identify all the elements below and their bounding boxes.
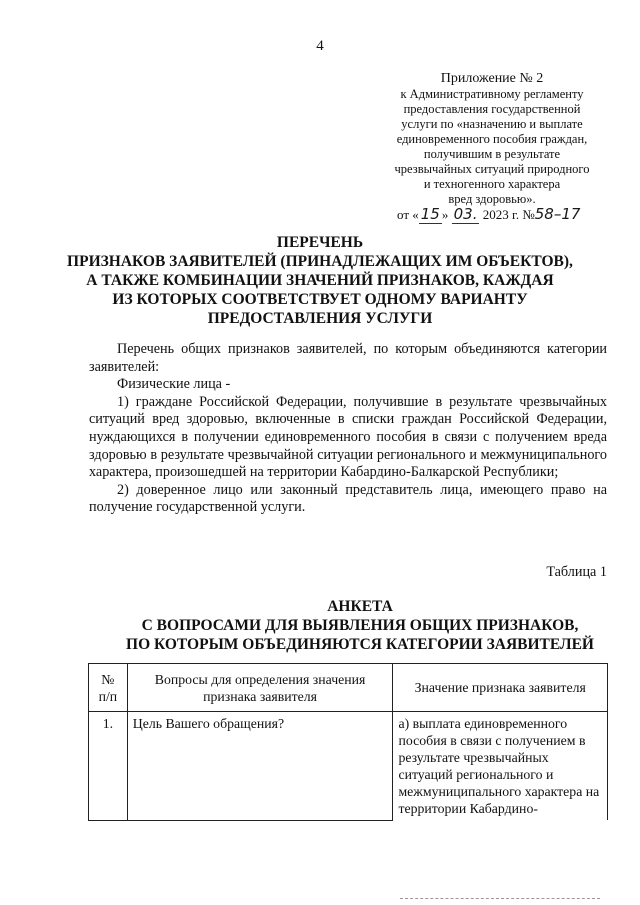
scan-artifact	[400, 898, 600, 901]
survey-title-line: ПО КОТОРЫМ ОБЪЕДИНЯЮТСЯ КАТЕГОРИИ ЗАЯВИТЕЛЕЙ	[126, 636, 594, 653]
title-line: ПРЕДОСТАВЛЕНИЯ УСЛУГИ	[207, 310, 433, 327]
header-value: Значение признака заявителя	[393, 664, 608, 712]
document-title	[40, 233, 600, 328]
handwritten-month: 03.	[453, 205, 478, 223]
date-mid: »	[441, 207, 449, 222]
appendix-line: чрезвычайных ситуаций природного	[394, 162, 590, 176]
header-question: Вопросы для определения значения признака заявителя	[127, 664, 393, 712]
survey-table	[88, 663, 608, 821]
date-prefix: от «	[397, 207, 419, 222]
intro-paragraph: Перечень общих признаков заявителей, по которым объединяются категории заявителей:	[89, 341, 607, 375]
table-header-row	[89, 664, 608, 712]
table-label: Таблица 1	[546, 564, 607, 580]
row-number: 1.	[89, 712, 128, 821]
appendix-line: и техногенного характера	[423, 177, 561, 191]
date-year: 2023 г. №	[482, 207, 535, 222]
approval-date-line	[397, 205, 637, 224]
appendix-line: получившим в результате	[423, 147, 561, 161]
list-item-1: 1) граждане Российской Федерации, получившие в результате чрезвычайных ситуаций вред здоровью, включенные в списки граждан Российской Федерации, нуждающихся в получении единовременного пособия в связи с получением вреда здоровью в результате чрезвычайной ситуации регионального и межмуниципального характера, произошедшей на территории Кабардино-Балкарской Республики;	[89, 393, 607, 481]
title-line: ПЕРЕЧЕНЬ	[276, 234, 364, 251]
table-row	[89, 712, 608, 821]
row-question: Цель Вашего обращения?	[127, 712, 393, 821]
header-number: № п/п	[89, 664, 128, 712]
title-line: ИЗ КОТОРЫХ СООТВЕТСТВУЕТ ОДНОМУ ВАРИАНТУ	[112, 291, 528, 308]
handwritten-doc-number: 58–17	[534, 205, 581, 223]
survey-title-line: С ВОПРОСАМИ ДЛЯ ВЫЯВЛЕНИЯ ОБЩИХ ПРИЗНАКОВ,	[141, 617, 579, 634]
row-answer: а) выплата единовременного пособия в связи с получением в результате чрезвычайных ситуаций регионального и межмуниципального характера на территории Кабардино-	[393, 712, 608, 821]
appendix-line: к Административному регламенту	[400, 87, 584, 101]
survey-title	[80, 597, 640, 654]
appendix-line: предоставления государственной	[403, 102, 581, 116]
list-item-2: 2) доверенное лицо или законный представитель лица, имеющего право на получение государственной услуги.	[89, 481, 607, 516]
handwritten-day: 15	[420, 205, 440, 223]
body-text	[89, 341, 607, 517]
appendix-line: вред здоровью».	[448, 192, 536, 206]
title-line: ПРИЗНАКОВ ЗАЯВИТЕЛЕЙ (ПРИНАДЛЕЖАЩИХ ИМ ОБЪЕКТОВ),	[67, 253, 573, 270]
physical-persons-label: Физические лица -	[117, 376, 231, 393]
appendix-line: услуги по «назначению и выплате	[401, 117, 583, 131]
appendix-line: единовременного пособия граждан,	[396, 132, 588, 146]
survey-title-line: АНКЕТА	[327, 598, 393, 615]
appendix-block	[376, 70, 608, 207]
title-line: А ТАКЖЕ КОМБИНАЦИИ ЗНАЧЕНИЙ ПРИЗНАКОВ, КАЖДАЯ	[86, 272, 554, 289]
appendix-heading: Приложение № 2	[440, 71, 544, 86]
page-number: 4	[316, 38, 324, 54]
